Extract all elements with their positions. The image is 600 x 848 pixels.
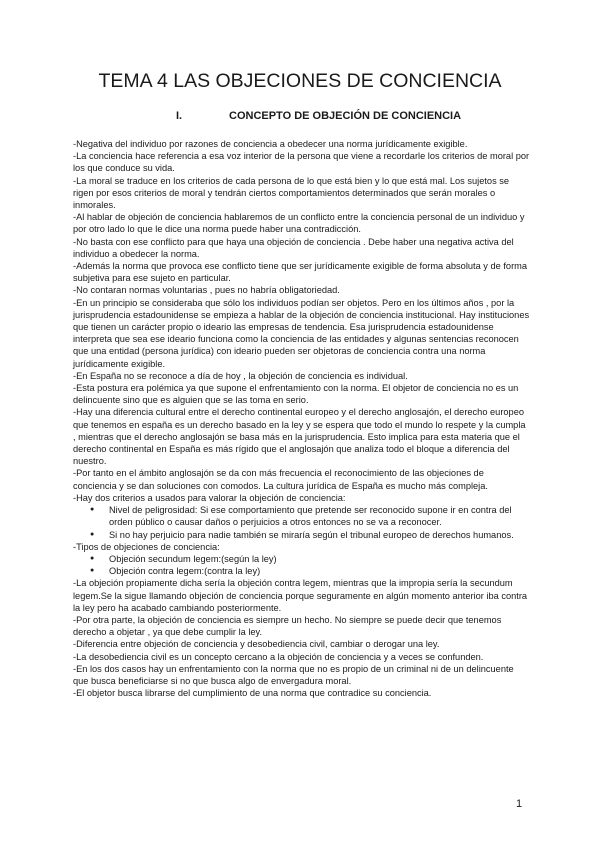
criteria-list [73,504,530,541]
paragraph-group-c [73,577,530,699]
paragraph: -Hay dos criterios a usados para valorar la objeción de conciencia: [73,492,346,503]
section-heading-text: CONCEPTO DE OBJECIÓN DE CONCIENCIA [229,110,462,122]
paragraph: -En los dos casos hay un enfrentamiento con la norma que no es propio de un criminal ni de un delincuente que busca beneficiarse si no que busca algo de envergadura moral. [73,663,514,686]
criteria-item: ● Si no hay perjuicio para nadie también se miraría según el tribunal europeo de derechos humanos. [73,529,530,541]
paragraph: -Hay una diferencia cultural entre el derecho continental europeo y el derecho anglosajón, el derecho europeo que tenemos en españa es un derecho basado en la ley y se espera que todo el mundo lo respete y la cumpla , mientras que el derecho anglosajón se basa más en la jurisprudencia. Esto implica para esta materia que el derecho continental en España es más rígido que el anglosajón que analiza todo el bloque a diferencia del nuestro. [73,407,526,467]
paragraph: -Diferencia entre objeción de conciencia y desobediencia civil, cambiar o derogar una ley. [73,639,440,650]
paragraph: -No contaran normas voluntarias , pues no habría obligatoriedad. [73,285,340,296]
paragraph: -La objeción propiamente dicha sería la objeción contra legem, mientras que la impropia sería la secundum legem.Se la sigue llamando objeción de conciencia porque seguramente en algún momento anterior iba contra la ley pero ha acabado cambiando posteriormente. [73,578,528,613]
paragraph-group-a [73,138,530,504]
criteria-item: ● Nivel de peligrosidad: Si ese comportamiento que pretende ser reconocido supone ir en contra del orden público o causar daños o perjuicios a otros entonces no se va a reconocer. [73,504,530,528]
paragraph: -Tipos de objeciones de conciencia: [73,541,220,552]
paragraph: -Por tanto en el ámbito anglosajón se da con más frecuencia el reconocimiento de las objeciones de conciencia y se dan soluciones con comodos. La cultura jurídica de España es mucho más compleja. [73,468,488,491]
paragraph: -Negativa del individuo por razones de conciencia a obedecer una norma jurídicamente exigible. [73,139,468,149]
paragraph: -No basta con ese conflicto para que haya una objeción de conciencia . Debe haber una negativa activa del individuo a obedecer la norma. [73,236,514,259]
paragraph-group-b [73,541,530,553]
paragraph: -En un principio se consideraba que sólo los individuos podían ser objetos. Pero en los últimos años , por la jurisprudencia estadounidense se empieza a hablar de la objeción de conciencia institucional. Hay instituciones que tienen un carácter propio o ideario las empresas de tendencia. Esa jurisprudencia estadounidense interpreta que sea ese ideario funciona como la conciencia de las entidades y algunas sentencias reconocen que una entidad (persona jurídica) con ideario pueden ser objetoras de conciencia contra una norma jurídicamente exigible. [73,297,530,369]
paragraph: -En España no se reconoce a día de hoy , la objeción de conciencia es individual. [73,370,408,381]
section-number: I. [176,110,183,122]
types-item: ● Objeción contra legem:(contra la ley) [73,565,530,577]
paragraph: -Además la norma que provoca ese conflicto tiene que ser jurídicamente exigible de forma absoluta y de forma subjetiva para ese sujeto en particular. [73,261,528,284]
paragraph: -El objetor busca librarse del cumplimiento de una norma que contradice su conciencia. [73,688,432,699]
document-body [73,138,530,699]
paragraph: -Al hablar de objeción de conciencia hablaremos de un conflicto entre la conciencia personal de un individuo y por otro lado lo que le dice una norma puede haber una contradicción. [73,212,525,235]
section-heading [176,110,461,122]
page-number: 1 [516,798,523,810]
types-list [73,553,530,577]
paragraph: -La conciencia hace referencia a esa voz interior de la persona que viene a recordarle los criterios de moral por los que conduce su vida. [73,151,530,174]
paragraph: -La moral se traduce en los criterios de cada persona de lo que está bien y lo que está mal. Los sujetos se rigen por esos criterios de moral y tendrán ciertos comportamientos determinados que serán morales o inmorales. [73,175,510,211]
paragraph: -Por otra parte, la objeción de conciencia es siempre un hecho. No siempre se puede decir que tenemos derecho a objetar , ya que debe cumplir la ley. [73,614,502,638]
types-item: ● Objeción secundum legem:(según la ley) [73,553,530,565]
paragraph: -Esta postura era polémica ya que supone el enfrentamiento con la norma. El objetor de conciencia no es un delincuente sino que es alguien que se las toma en serio. [73,383,519,406]
paragraph: -La desobediencia civil es un concepto cercano a la objeción de conciencia y a veces se confunden. [73,651,484,662]
page-title: TEMA 4 LAS OBJECIONES DE CONCIENCIA [98,70,502,92]
